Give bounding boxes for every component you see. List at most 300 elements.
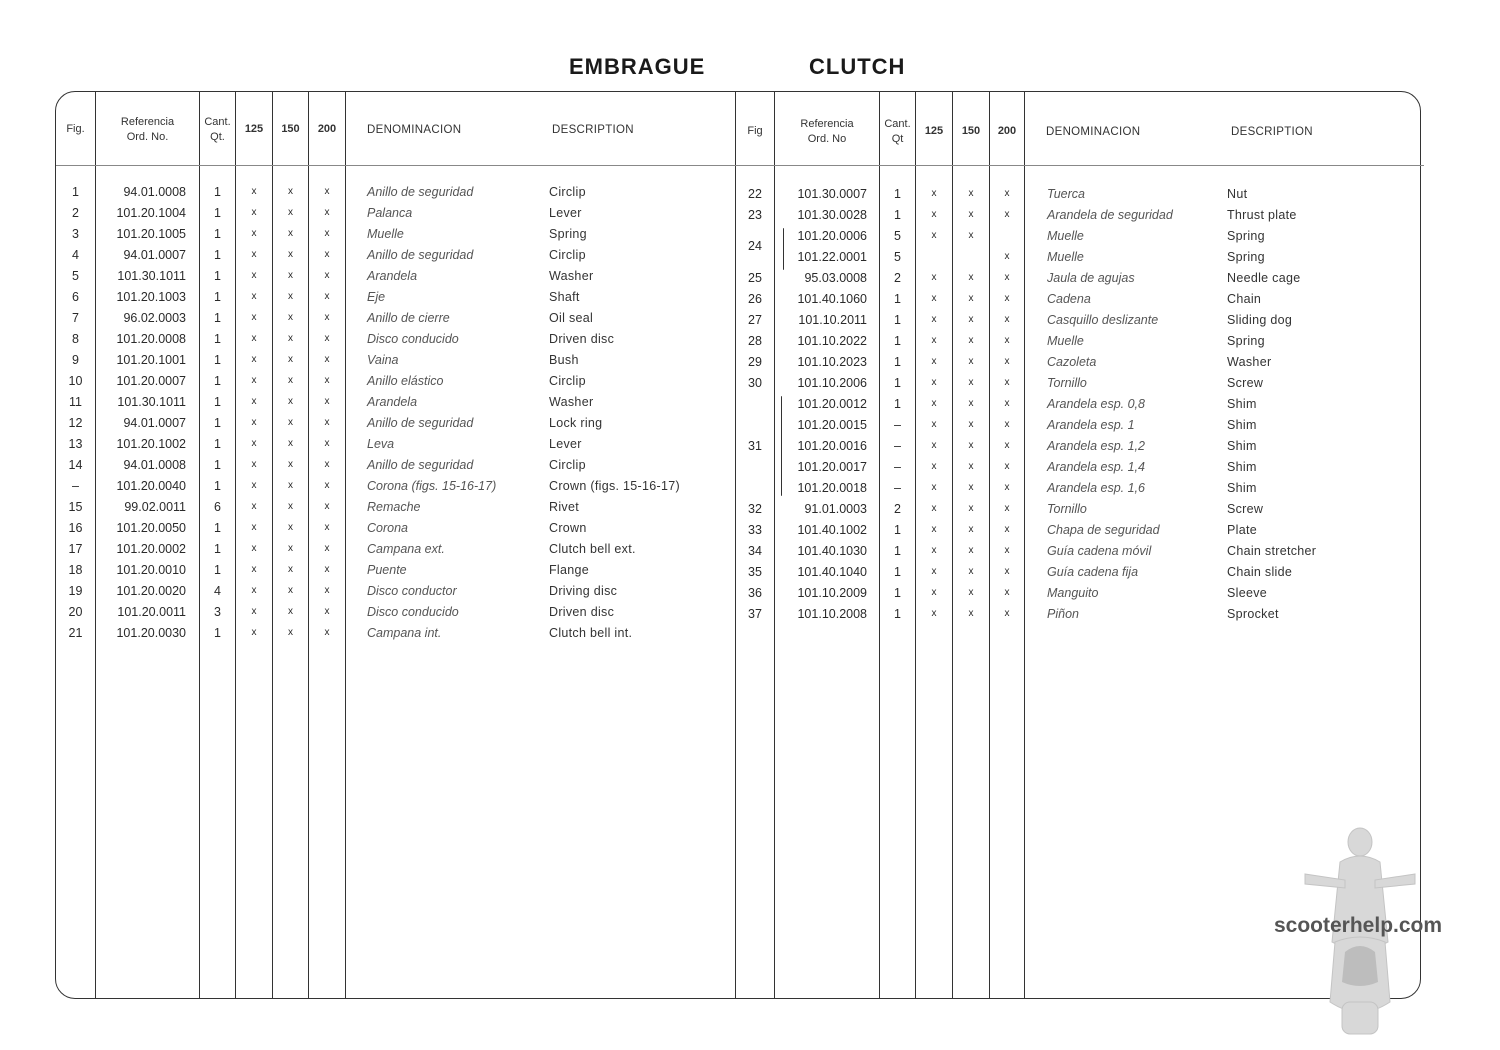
row-fig: 6: [72, 290, 79, 304]
row-en: Nut: [1227, 187, 1248, 201]
row-en: Shim: [1227, 460, 1257, 474]
row-fig: 35: [748, 565, 762, 579]
row-es: Palanca: [367, 206, 413, 220]
row-c: x: [324, 354, 330, 365]
row-a: x: [931, 608, 937, 619]
row-qty: 1: [214, 290, 221, 304]
row-fig: 1: [72, 185, 79, 199]
row-b: x: [288, 543, 293, 554]
row-c: x: [1004, 335, 1010, 346]
row-ref: 101.20.0007: [116, 374, 186, 388]
row-es: Guía cadena fija: [1047, 565, 1139, 579]
header-qty-right-line1: Cant.: [884, 118, 911, 130]
row-es: Arandela esp. 1: [1047, 418, 1135, 432]
row-es: Guía cadena móvil: [1047, 544, 1152, 558]
row-c: x: [1004, 524, 1010, 535]
row-b: x: [968, 545, 974, 556]
row-a: x: [931, 440, 937, 451]
row-b: x: [968, 356, 974, 367]
row-ref: 101.20.0010: [116, 563, 186, 577]
row-b: x: [968, 440, 974, 451]
row-fig: 26: [748, 292, 762, 306]
row-b: x: [968, 293, 974, 304]
row-en: Needle cage: [1227, 271, 1301, 285]
row-a: x: [251, 354, 257, 365]
row-b: x: [288, 522, 293, 533]
row-en: Shim: [1227, 418, 1257, 432]
row-a: x: [251, 501, 257, 512]
header-denominacion-right: DENOMINACION: [1046, 126, 1141, 138]
row-qty: 1: [214, 206, 221, 220]
row-ref: 101.20.0030: [116, 626, 186, 640]
row-ref: 101.20.0012: [797, 397, 867, 411]
row-es: Tornillo: [1047, 502, 1087, 516]
header-150-right: 150: [961, 125, 981, 137]
row-b: x: [288, 564, 293, 575]
row-a: x: [251, 564, 257, 575]
row-b: x: [288, 480, 293, 491]
row-ref: 101.30.1011: [117, 395, 186, 409]
row-a: x: [251, 627, 257, 638]
row-b: x: [968, 524, 974, 535]
row-es: Puente: [367, 563, 407, 577]
row-a: x: [931, 272, 937, 283]
header-qty: [200, 115, 235, 145]
row-c: x: [1004, 608, 1010, 619]
row-c: x: [324, 585, 330, 596]
row-fig: 28: [748, 334, 762, 348]
row-a: x: [251, 186, 257, 197]
row-en: Plate: [1227, 523, 1257, 537]
header-200-right: 200: [997, 125, 1017, 137]
row-fig: 18: [68, 563, 83, 577]
row-b: x: [288, 417, 293, 428]
row-b: x: [968, 230, 974, 241]
row-a: x: [931, 482, 937, 493]
header-fig-right: Fig: [747, 125, 763, 137]
header-ref-right-line2: Ord. No: [807, 133, 847, 145]
row-c: x: [324, 480, 330, 491]
row-fig: 13: [68, 437, 83, 451]
row-es: Casquillo deslizante: [1047, 313, 1159, 327]
row-en: Shaft: [549, 290, 580, 304]
row-en: Bush: [549, 353, 579, 367]
row-c: x: [324, 543, 330, 554]
row-qty: 3: [214, 605, 221, 619]
row-ref: 96.02.0003: [123, 311, 186, 325]
row-qty: –: [894, 439, 901, 453]
row-a: x: [931, 566, 937, 577]
row-c: x: [324, 396, 330, 407]
row-fig: 32: [748, 502, 762, 516]
row-b: x: [288, 270, 293, 281]
row-qty: 1: [214, 416, 221, 430]
row-ref: 101.20.0020: [116, 584, 186, 598]
row-es: Anillo de seguridad: [367, 185, 474, 199]
row-en: Chain: [1227, 292, 1262, 306]
row-es: Manguito: [1047, 586, 1099, 600]
row-es: Leva: [367, 437, 395, 451]
row-b: x: [968, 419, 974, 430]
row-a: x: [931, 377, 937, 388]
row-es: Arandela esp. 1,2: [1047, 439, 1145, 453]
row-a: x: [251, 291, 257, 302]
row-qty: 1: [894, 355, 901, 369]
row-es: Arandela esp. 1,6: [1047, 481, 1145, 495]
row-ref: 101.10.2022: [797, 334, 867, 348]
row-fig: 19: [68, 584, 83, 598]
row-b: x: [288, 606, 293, 617]
row-ref: 101.40.1002: [797, 523, 867, 537]
row-c: x: [324, 249, 330, 260]
row-c: x: [1004, 503, 1010, 514]
row-c: x: [324, 333, 330, 344]
row-qty: 1: [214, 353, 221, 367]
header-200: 200: [317, 123, 337, 135]
row-b: x: [288, 291, 293, 302]
row-a: x: [251, 606, 257, 617]
row-en: Shim: [1227, 439, 1257, 453]
header-ref-line1: Referencia: [120, 116, 175, 128]
group-brace: [781, 396, 782, 496]
row-fig: 8: [72, 332, 79, 346]
row-ref: 101.20.0011: [117, 605, 186, 619]
row-ref: 101.30.0028: [797, 208, 867, 222]
row-en: Thrust plate: [1227, 208, 1297, 222]
row-en: Clutch bell ext.: [549, 542, 636, 556]
row-a: x: [931, 356, 937, 367]
row-c: x: [1004, 356, 1010, 367]
row-qty: 1: [894, 523, 901, 537]
row-qty: 1: [894, 607, 901, 621]
row-a: x: [931, 209, 937, 220]
row-es: Arandela: [367, 395, 418, 409]
row-c: x: [324, 312, 330, 323]
row-en: Sleeve: [1227, 586, 1268, 600]
row-en: Chain stretcher: [1227, 544, 1317, 558]
row-c: x: [324, 627, 330, 638]
row-qty: 1: [894, 397, 901, 411]
row-qty: 5: [894, 229, 901, 243]
row-es: Campana ext.: [367, 542, 445, 556]
row-a: x: [931, 293, 937, 304]
row-en: Clutch bell int.: [549, 626, 633, 640]
row-fig: 21: [68, 626, 83, 640]
row-a: x: [251, 438, 257, 449]
row-qty: –: [894, 460, 901, 474]
row-ref: 91.01.0003: [804, 502, 867, 516]
row-es: Piñon: [1047, 607, 1079, 621]
row-fig: 29: [748, 355, 762, 369]
row-en: Sliding dog: [1227, 313, 1293, 327]
row-qty: 1: [894, 586, 901, 600]
row-en: Washer: [549, 269, 594, 283]
row-ref: 94.01.0007: [123, 248, 186, 262]
row-c: x: [324, 522, 330, 533]
row-ref: 101.10.2009: [797, 586, 867, 600]
row-c: x: [324, 438, 330, 449]
row-a: x: [931, 524, 937, 535]
header-ref-right-line1: Referencia: [800, 118, 854, 130]
row-es: Vaina: [367, 353, 399, 367]
row-qty: 1: [894, 544, 901, 558]
header-divider: [56, 165, 1424, 166]
row-qty: 5: [894, 250, 901, 264]
row-b: x: [288, 312, 293, 323]
row-c: x: [324, 207, 330, 218]
row-es: Remache: [367, 500, 421, 514]
row-en: Spring: [1227, 229, 1265, 243]
row-b: x: [968, 209, 974, 220]
row-b: x: [968, 335, 974, 346]
row-a: x: [251, 270, 257, 281]
row-a: x: [251, 333, 257, 344]
row-en: Washer: [1227, 355, 1272, 369]
row-en: Rivet: [549, 500, 579, 514]
row-fig: –: [72, 479, 79, 493]
row-ref: 101.40.1030: [797, 544, 867, 558]
row-a: x: [251, 480, 257, 491]
row-b: x: [288, 501, 293, 512]
row-ref: 101.20.0008: [116, 332, 186, 346]
row-b: x: [968, 608, 974, 619]
row-en: Lever: [549, 437, 582, 451]
row-qty: 2: [894, 502, 901, 516]
row-en: Circlip: [549, 458, 586, 472]
row-c: x: [324, 606, 330, 617]
row-en: Driving disc: [549, 584, 618, 598]
row-a: x: [251, 522, 257, 533]
row-fig: 33: [748, 523, 762, 537]
header-125: 125: [244, 123, 264, 135]
row-c: x: [1004, 461, 1010, 472]
row-qty: 1: [214, 185, 221, 199]
row-a: x: [931, 419, 937, 430]
row-en: Spring: [1227, 250, 1265, 264]
row-fig: 36: [748, 586, 762, 600]
row-fig: 23: [748, 208, 762, 222]
row-en: Circlip: [549, 374, 586, 388]
row-ref: 101.20.0016: [797, 439, 867, 453]
row-qty: 1: [214, 332, 221, 346]
row-c: x: [1004, 440, 1010, 451]
row-qty: 1: [214, 542, 221, 556]
watermark-text: scooterhelp.com: [1274, 914, 1443, 937]
row-qty: 1: [214, 458, 221, 472]
row-fig: 25: [748, 271, 762, 285]
row-ref: 101.22.0001: [797, 250, 867, 264]
row-c: x: [1004, 419, 1010, 430]
row-ref: 95.03.0008: [804, 271, 867, 285]
row-b: x: [288, 459, 293, 470]
header-150: 150: [281, 123, 300, 135]
row-c: x: [324, 564, 330, 575]
row-en: Sprocket: [1227, 607, 1279, 621]
row-fig: 2: [72, 206, 79, 220]
row-c: x: [1004, 545, 1010, 556]
row-fig: 5: [72, 269, 79, 283]
row-en: Washer: [549, 395, 594, 409]
row-ref: 101.20.0006: [797, 229, 867, 243]
row-es: Jaula de agujas: [1047, 271, 1135, 285]
row-es: Campana int.: [367, 626, 442, 640]
row-es: Cazoleta: [1047, 355, 1097, 369]
row-es: Anillo de cierre: [367, 311, 450, 325]
row-en: Chain slide: [1227, 565, 1293, 579]
row-ref: 101.20.1003: [116, 290, 186, 304]
col-divider: [1024, 91, 1025, 999]
row-a: x: [931, 503, 937, 514]
row-a: x: [931, 230, 937, 241]
row-en: Shim: [1227, 397, 1257, 411]
row-c: x: [324, 270, 330, 281]
row-es: Anillo de seguridad: [367, 416, 474, 430]
row-ref: 101.10.2011: [798, 313, 867, 327]
row-fig: 3: [72, 227, 79, 241]
row-en: Screw: [1227, 376, 1264, 390]
header-qty-line1: Cant.: [204, 116, 231, 128]
row-es: Tornillo: [1047, 376, 1087, 390]
row-fig: 16: [68, 521, 83, 535]
col-divider: [345, 91, 346, 999]
row-c: x: [1004, 272, 1010, 283]
row-qty: 1: [214, 437, 221, 451]
row-b: x: [968, 461, 974, 472]
row-qty: 1: [214, 374, 221, 388]
row-a: x: [931, 398, 937, 409]
row-c: x: [1004, 251, 1010, 262]
row-b: x: [288, 228, 293, 239]
row-a: x: [931, 314, 937, 325]
row-b: x: [968, 188, 974, 199]
row-c: x: [1004, 377, 1010, 388]
row-qty: –: [894, 418, 901, 432]
row-es: Disco conducido: [367, 605, 459, 619]
row-ref: 101.20.1005: [116, 227, 186, 241]
row-qty: 1: [214, 521, 221, 535]
header-ref-line2: Ord. No.: [126, 131, 169, 143]
row-en: Oil seal: [549, 311, 594, 325]
row-en: Spring: [1227, 334, 1265, 348]
header-denominacion: DENOMINACION: [367, 124, 462, 136]
row-b: x: [288, 585, 293, 596]
row-c: x: [324, 417, 330, 428]
row-es: Muelle: [1047, 229, 1084, 243]
row-fig: 20: [68, 605, 83, 619]
row-c: x: [1004, 293, 1010, 304]
row-a: x: [251, 417, 257, 428]
header-fig: Fig.: [66, 123, 85, 135]
row-a: x: [931, 587, 937, 598]
row-b: x: [968, 377, 974, 388]
row-es: Disco conductor: [367, 584, 457, 598]
row-es: Corona: [367, 521, 408, 535]
row-a: x: [251, 312, 257, 323]
row-fig: 4: [72, 248, 79, 262]
row-a: x: [251, 375, 257, 386]
row-qty: 1: [214, 479, 221, 493]
row-ref: 101.20.0017: [797, 460, 867, 474]
row-qty: 1: [214, 227, 221, 241]
row-en: Driven disc: [549, 605, 615, 619]
row-es: Cadena: [1047, 292, 1091, 306]
row-a: x: [251, 228, 257, 239]
row-en: Circlip: [549, 185, 586, 199]
row-en: Driven disc: [549, 332, 615, 346]
row-c: x: [1004, 587, 1010, 598]
row-ref: 101.40.1040: [797, 565, 867, 579]
row-b: x: [288, 396, 293, 407]
row-qty: 1: [214, 269, 221, 283]
row-ref: 101.20.0050: [116, 521, 186, 535]
row-es: Muelle: [1047, 250, 1084, 264]
row-fig: 10: [68, 374, 83, 388]
row-fig: 17: [68, 542, 83, 556]
row-en: Shim: [1227, 481, 1257, 495]
row-b: x: [288, 375, 293, 386]
row-a: x: [251, 543, 257, 554]
row-b: x: [968, 398, 974, 409]
row-es: Chapa de seguridad: [1047, 523, 1160, 537]
row-b: x: [288, 186, 293, 197]
row-fig: 12: [68, 416, 83, 430]
row-qty: 1: [894, 313, 901, 327]
row-c: x: [324, 375, 330, 386]
row-c: x: [1004, 566, 1010, 577]
row-qty: 1: [894, 187, 901, 201]
row-fig: 31: [748, 439, 762, 453]
title-spanish: EMBRAGUE: [569, 54, 706, 79]
row-qty: 1: [214, 311, 221, 325]
fig-24: 24: [748, 239, 762, 253]
row-es: Muelle: [1047, 334, 1084, 348]
row-ref: 99.02.0011: [124, 500, 186, 514]
row-en: Crown (figs. 15-16-17): [549, 479, 680, 493]
row-qty: 1: [214, 248, 221, 262]
row-es: Anillo elástico: [367, 374, 444, 388]
row-ref: 101.20.0002: [116, 542, 186, 556]
row-es: Anillo de seguridad: [367, 248, 474, 262]
row-ref: 101.10.2006: [797, 376, 867, 390]
row-ref: 101.20.1004: [116, 206, 186, 220]
header-qty-right-line2: Qt: [891, 133, 904, 145]
row-b: x: [288, 207, 293, 218]
row-c: x: [1004, 398, 1010, 409]
row-fig: 27: [748, 313, 762, 327]
row-ref: 94.01.0007: [123, 416, 186, 430]
row-fig: 7: [72, 311, 79, 325]
row-c: x: [324, 501, 330, 512]
row-ref: 101.10.2023: [797, 355, 867, 369]
header-125-right: 125: [924, 125, 944, 137]
row-fig: 30: [748, 376, 762, 390]
row-es: Arandela de seguridad: [1047, 208, 1173, 222]
row-en: Crown: [549, 521, 587, 535]
row-b: x: [968, 314, 974, 325]
row-es: Anillo de seguridad: [367, 458, 474, 472]
header-description: DESCRIPTION: [552, 124, 634, 136]
row-a: x: [251, 207, 257, 218]
row-ref: 101.20.1001: [116, 353, 186, 367]
row-b: x: [288, 627, 293, 638]
row-b: x: [968, 272, 974, 283]
row-fig: 9: [72, 353, 79, 367]
row-qty: 1: [894, 376, 901, 390]
row-es: Tuerca: [1047, 187, 1085, 201]
row-a: x: [251, 585, 257, 596]
row-ref: 101.10.2008: [797, 607, 867, 621]
row-fig: 22: [748, 187, 762, 201]
